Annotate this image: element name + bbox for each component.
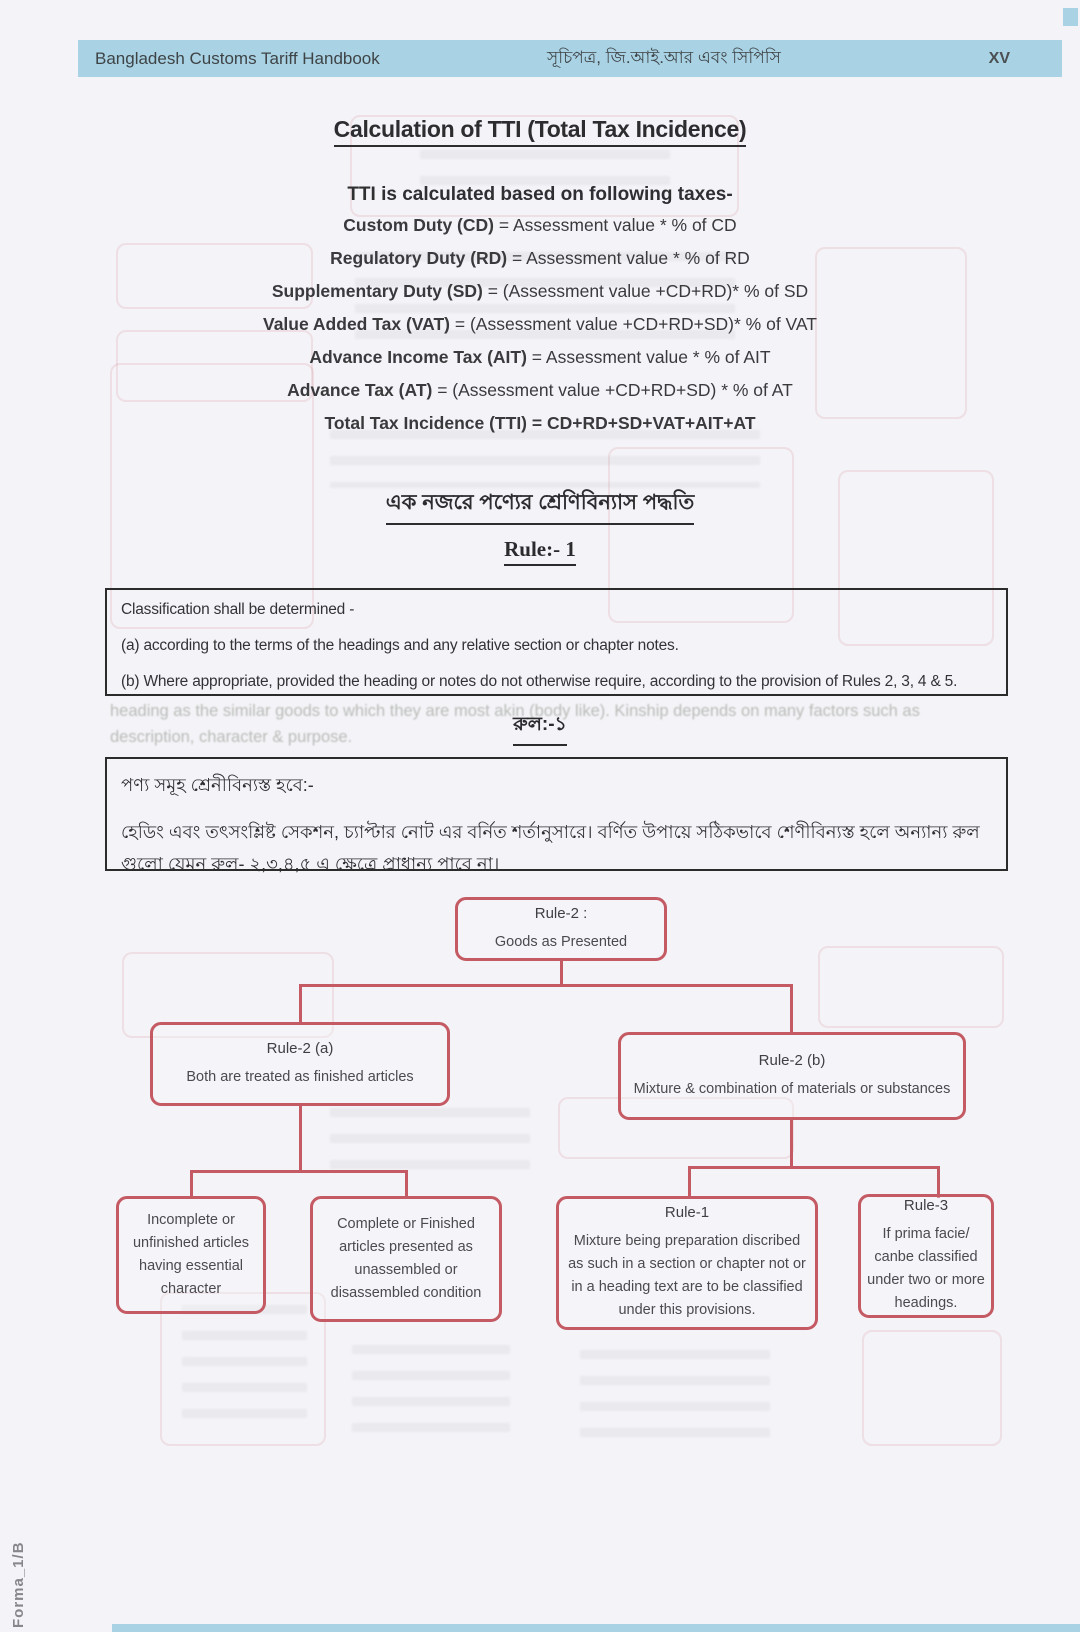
bleedthrough-ghost-box	[862, 1330, 1002, 1446]
rule1-heading-bengali-text: রুল:-১	[513, 710, 567, 746]
formula-row	[0, 275, 1080, 308]
rule1-intro: Classification shall be determined -	[121, 601, 355, 618]
classification-title-text: এক নজরে পণ্যের শ্রেণিবিন্যাস পদ্ধতি	[386, 486, 695, 525]
formula-expression: = Assessment value * % of CD	[498, 215, 737, 235]
formula-label: Value Added Tax (VAT)	[262, 314, 450, 334]
connector-line	[790, 1120, 793, 1168]
tti-formula-list	[0, 209, 1080, 440]
flow-box-body: Complete or Finished articles presented as unassembled or disassembled condition	[330, 1216, 482, 1301]
connector-line	[190, 1170, 408, 1173]
formula-expression: = (Assessment value +CD+RD+SD)* % of VAT	[454, 314, 817, 334]
formula-row	[0, 341, 1080, 374]
formula-row	[0, 242, 1080, 275]
formula-label: Advance Income Tax (AIT)	[309, 347, 527, 367]
connector-line	[405, 1170, 408, 1198]
formula-label: Total Tax Incidence (TTI)	[324, 413, 528, 433]
connector-line	[688, 1166, 691, 1198]
tti-subtitle: TTI is calculated based on following taxes-	[347, 184, 733, 205]
flow-box-body: Both are treated as finished articles	[186, 1068, 414, 1085]
connector-line	[790, 984, 793, 1032]
rule1-heading-bengali	[0, 710, 1080, 746]
formula-row	[0, 374, 1080, 407]
flow-leaf-rule3	[858, 1194, 994, 1318]
formula-label: Regulatory Duty (RD)	[330, 248, 508, 268]
connector-line	[190, 1170, 193, 1198]
connector-line	[299, 984, 793, 987]
classification-title-bengali	[0, 486, 1080, 525]
flow-rule2b	[618, 1032, 966, 1120]
flow-box-body: If prima facie/ canbe classified under two or more headings.	[867, 1226, 985, 1311]
bleedthrough-ghost-lines	[330, 1108, 530, 1176]
formula-row	[0, 308, 1080, 341]
flow-leaf-complete-articles	[310, 1196, 502, 1322]
formula-label: Advance Tax (AT)	[287, 380, 433, 400]
rule1-bengali-body: হেডিং এবং তৎসংশ্লিষ্ট সেকশন, চ্যাপ্টার নোট এর বর্নিত শর্তানুসারে। বর্ণিত উপায়ে সঠিকভাবে শেণীবিন্যস্ত হলে অন্যান্য রুল গুলো যেমন রুল- ২,৩,৪,৫ এ ক্ষেত্রে প্রাধান্য পাবে না।	[121, 822, 980, 874]
tti-title	[0, 116, 1080, 147]
rule1-english-box	[105, 588, 1008, 696]
next-page-edge	[112, 1624, 1080, 1632]
adjacent-page-edge	[1063, 8, 1078, 26]
tti-title-text: Calculation of TTI (Total Tax Incidence)	[334, 116, 747, 147]
page-number: XV	[988, 49, 1010, 67]
flow-root-rule2	[455, 897, 667, 961]
connector-line	[560, 961, 563, 986]
flow-box-title: Rule-2 :	[534, 904, 588, 922]
formula-expression: = Assessment value * % of AIT	[531, 347, 771, 367]
rule1-point-b: (b) Where appropriate, provided the heading or notes do not otherwise require, according to the provision of Rules 2, 3, 4 & 5.	[121, 673, 958, 690]
page-header-bar	[78, 40, 1062, 77]
rule1-heading-english	[0, 537, 1080, 566]
bleedthrough-ghost-lines	[580, 1350, 770, 1442]
bleedthrough-line: heading as the similar goods to which they are most akin (body like). Kinship depends on many factors such as	[110, 702, 920, 720]
formula-row-total	[0, 407, 1080, 440]
formula-expression: = CD+RD+SD+VAT+AIT+AT	[531, 413, 756, 433]
rule1-bengali-intro: পণ্য সমূহ শ্রেনীবিন্যস্ত হবে:-	[121, 775, 314, 795]
formula-expression: = (Assessment value +CD+RD)* % of SD	[487, 281, 809, 301]
flow-box-title: Rule-1	[664, 1204, 710, 1221]
formula-label: Custom Duty (CD)	[343, 215, 494, 235]
flow-rule2a	[150, 1022, 450, 1106]
flow-leaf-incomplete-articles	[116, 1196, 266, 1314]
connector-line	[299, 1106, 302, 1172]
connector-line	[688, 1166, 940, 1169]
bleedthrough-ghost-lines	[182, 1305, 307, 1427]
flow-box-body: Mixture & combination of materials or substances	[633, 1080, 951, 1097]
forma-signature-mark: Forma_1/B	[10, 1541, 27, 1628]
section-title-bengali: সূচিপত্র, জি.আই.আর এবং সিপিসি	[547, 47, 781, 67]
connector-line	[299, 984, 302, 1022]
flow-leaf-rule1	[556, 1196, 818, 1330]
rule1-point-a: (a) according to the terms of the headings and any relative section or chapter notes.	[121, 637, 679, 654]
formula-expression: = (Assessment value +CD+RD+SD) * % of AT	[437, 380, 793, 400]
flow-box-title: Rule-3	[903, 1197, 949, 1214]
rule1-bengali-box	[105, 757, 1008, 874]
bleedthrough-ghost-lines	[352, 1345, 510, 1445]
flow-box-body: Incomplete or unfinished articles having essential character	[132, 1212, 250, 1297]
formula-label: Supplementary Duty (SD)	[271, 281, 483, 301]
book-title: Bangladesh Customs Tariff Handbook	[95, 48, 380, 68]
flow-box-body: Mixture being preparation discribed as such in a section or chapter not or in a heading text are to be classified under this provisions.	[568, 1233, 806, 1318]
rule1-heading-text: Rule:- 1	[504, 537, 576, 566]
formula-expression: = Assessment value * % of RD	[512, 248, 750, 268]
bleedthrough-line: description, character & purpose.	[110, 728, 353, 746]
flow-box-title: Rule-2 (b)	[758, 1051, 826, 1069]
flow-box-body: Goods as Presented	[494, 933, 628, 950]
flow-box-title: Rule-2 (a)	[266, 1039, 334, 1057]
formula-row	[0, 209, 1080, 242]
bleedthrough-ghost-box	[818, 946, 1004, 1028]
